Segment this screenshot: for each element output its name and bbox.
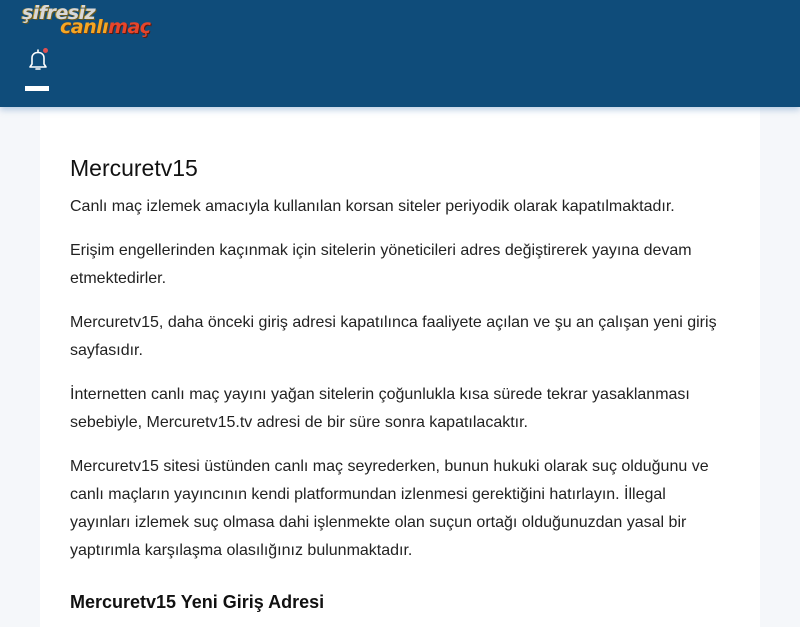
hamburger-menu-icon[interactable] [25,86,49,91]
logo-word-canli: canlı [60,16,109,38]
article-paragraph-2: Erişim engellerinden kaçınmak için sitelerin yöneticileri adres değiştirerek yayına devam etmektedirler. [70,242,692,287]
notification-button[interactable] [28,48,48,72]
article-paragraph-5: Mercuretv15 sitesi üstünden canlı maç seyrederken, bunun hukuki olarak suç olduğunu ve canlı maçların yayıncının kendi platformundan izlenmesi gerektiğini hatırlayın. İllegal yayınları izlemek suç olmasa dahi işlenmekte olan suçun ortağı olduğunuzdan yasal bir yaptırımla karşılaşma olasılığınız bulunmaktadır. [70,458,709,559]
article-paragraph-1: Canlı maç izlemek amacıyla kullanılan korsan siteler periyodik olarak kapatılmaktadır. [70,198,675,215]
article-paragraph-4: İnternetten canlı maç yayını yağan sitelerin çoğunlukla kısa sürede tekrar yasaklanması sebebiyle, Mercuretv15.tv adresi de bir süre sonra kapatılacaktır. [70,386,690,431]
article-title: Mercuretv15 [70,155,198,181]
article-paragraph-3: Mercuretv15, daha önceki giriş adresi kapatılınca faaliyete açılan ve şu an çalışan yeni giriş sayfasıdır. [70,314,717,359]
site-logo[interactable] [20,2,165,40]
logo-line-2 [60,16,151,38]
article-subtitle: Mercuretv15 Yeni Giriş Adresi [70,592,325,612]
logo-word-mac: maç [108,16,151,38]
logo-line-1: şifresiz [22,2,96,24]
article-card [40,107,760,627]
notification-dot [43,48,48,53]
site-header [0,0,800,107]
